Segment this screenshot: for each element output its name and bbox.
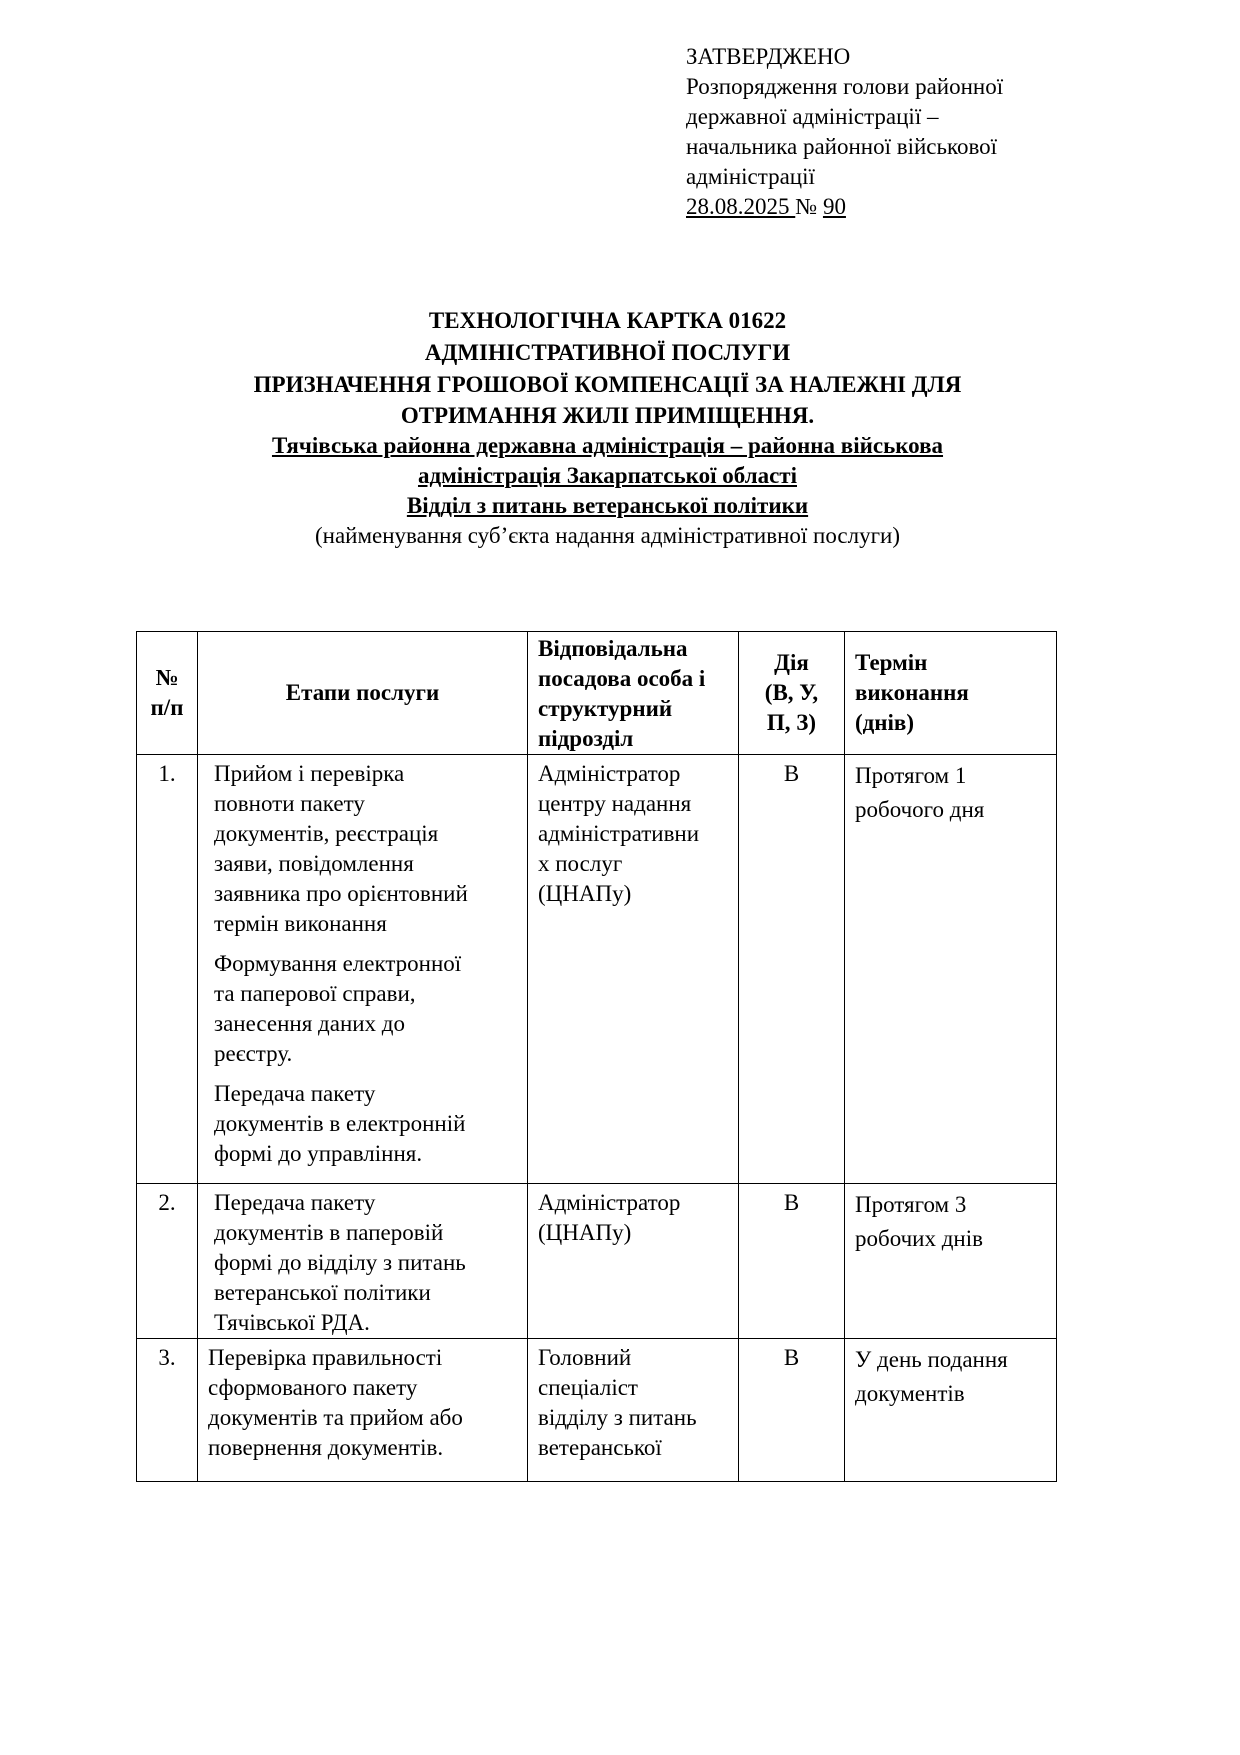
title-line: ТЕХНОЛОГІЧНА КАРТКА 01622 bbox=[428, 308, 787, 333]
approval-number-label: № bbox=[795, 194, 818, 219]
header-num: № п/п bbox=[137, 632, 198, 755]
approval-line: начальника районної військової bbox=[686, 134, 998, 159]
row-stage: Передача пакету документів в паперовій формі до відділу з питань ветеранської політики Тячівської РДА. bbox=[198, 1184, 528, 1339]
process-table bbox=[136, 631, 1057, 1482]
approval-stamp bbox=[686, 42, 1086, 222]
row-term: У день подання документів bbox=[845, 1339, 1057, 1482]
document-title bbox=[120, 305, 1095, 551]
approval-date: 28.08.2025 bbox=[686, 194, 790, 219]
org-line: адміністрація Закарпатської області bbox=[417, 463, 797, 488]
approval-line: державної адміністрації – bbox=[686, 104, 939, 129]
row-responsible: Головний спеціаліст відділу з питань ветеранської bbox=[528, 1339, 739, 1482]
row-responsible: Адміністратор центру надання адміністративни х послуг (ЦНАПу) bbox=[528, 755, 739, 1184]
row-action: В bbox=[739, 755, 845, 1184]
header-action: Дія (В, У, П, З) bbox=[739, 632, 845, 755]
row-action: В bbox=[739, 1339, 845, 1482]
row-stage: Прийом і перевірка повноти пакету документів, реєстрація заяви, повідомлення заявника про орієнтовний термін виконання Формування електронної та паперової справи, занесення даних до реєстру. Передача пакету документів в електронній формі до управління. bbox=[198, 755, 528, 1184]
title-line: ОТРИМАННЯ ЖИЛІ ПРИМІЩЕННЯ. bbox=[400, 403, 815, 428]
table-row bbox=[137, 1184, 1057, 1339]
header-stage: Етапи послуги bbox=[198, 632, 528, 755]
table-header-row bbox=[137, 632, 1057, 755]
row-num: 3. bbox=[137, 1339, 198, 1482]
row-num: 1. bbox=[137, 755, 198, 1184]
approval-date-number bbox=[686, 192, 1086, 222]
row-num: 2. bbox=[137, 1184, 198, 1339]
approval-line: адміністрації bbox=[686, 164, 815, 189]
table-row bbox=[137, 1339, 1057, 1482]
title-line: ПРИЗНАЧЕННЯ ГРОШОВОЇ КОМПЕНСАЦІЇ ЗА НАЛЕЖНІ ДЛЯ bbox=[253, 372, 962, 397]
org-line: Тячівська районна державна адміністрація – районна військова bbox=[271, 433, 944, 458]
approval-line: Розпорядження голови районної bbox=[686, 74, 1004, 99]
row-action: В bbox=[739, 1184, 845, 1339]
approval-number: 90 bbox=[822, 194, 846, 219]
row-stage: Перевірка правильності сформованого пакету документів та прийом або повернення документів. bbox=[198, 1339, 528, 1482]
row-term: Протягом 1 робочого дня bbox=[845, 755, 1057, 1184]
header-responsible: Відповідальна посадова особа і структурний підрозділ bbox=[528, 632, 739, 755]
header-term: Термін виконання (днів) bbox=[845, 632, 1057, 755]
row-responsible: Адміністратор (ЦНАПу) bbox=[528, 1184, 739, 1339]
table-row bbox=[137, 755, 1057, 1184]
org-note: (найменування суб’єкта надання адміністративної послуги) bbox=[315, 523, 900, 548]
row-term: Протягом 3 робочих днів bbox=[845, 1184, 1057, 1339]
approval-label: ЗАТВЕРДЖЕНО bbox=[686, 44, 851, 69]
org-line: Відділ з питань ветеранської політики bbox=[406, 493, 809, 518]
title-line: АДМІНІСТРАТИВНОЇ ПОСЛУГИ bbox=[424, 340, 791, 365]
